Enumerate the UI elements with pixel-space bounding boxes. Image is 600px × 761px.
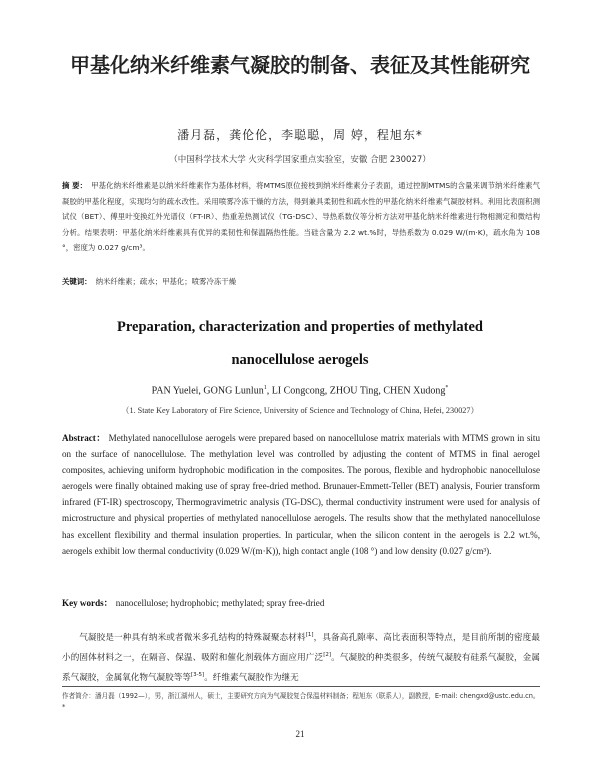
affiliation-cn: （中国科学技术大学 火灾科学国家重点实验室，安徽 合肥 230027） [169,155,431,165]
citation-ref-1[interactable]: [1] [305,632,314,638]
authors-en-affil-sup: 1 [263,385,267,391]
body-text-2: ，具备高孔隙率、高比表面积等特点，是目前所制的密度最小的固体材料之一，在隔音、保温、吸附和催化剂载体方面应用广泛 [62,632,540,663]
keywords-cn-label: 关键词： [62,277,92,286]
body-text-3: 。气凝胶的种类很多，传统气凝胶有硅系气凝胶，金属系气凝胶，金属氧化物气凝胶等等 [62,652,540,683]
citation-ref-3[interactable]: [3-5] [190,671,205,678]
citation-ref-2[interactable]: [2] [323,651,332,658]
authors-en [0,385,600,396]
abstract-cn [62,178,540,256]
abstract-cn-label: 摘 要： [62,181,88,190]
abstract-en-label: Abstract： [62,433,106,443]
body-text-1: 气凝胶是一种具有纳米或者微米多孔结构的特殊凝聚态材料 [79,632,306,643]
paper-title-cn: 甲基化纳米纤维素气凝胶的制备、表征及其性能研究 [70,53,530,77]
footnote-mark: * [62,703,66,711]
authors-en-names-a: PAN Yuelei, GONG Lunlun [151,385,264,397]
keywords-en [62,596,540,609]
corresponding-author-mark: * [445,385,449,391]
keywords-cn [62,276,540,287]
body-paragraph [62,627,540,687]
abstract-en-text: Methylated nanocellulose aerogels were prepared based on nanocellulose matrix materials with MTMS grown in situ on the surface of nanocellulose. The methylation level was controlled by adjusting the content of MTMS in final aerogel composites, achieving uniform hydrophobic modification in the composites. The porous, flexible and hydrophobic nanocellulose aerogels were finally obtained making use of spray free-dried method. Brunauer-Emmett-Teller (BET) analysis, Fourier transform infrared (FT-IR) spectroscopy, Thermogravimetric analysis (TG-DSC), thermal conductivity instrument were used for analysis of microstructure and physical properties of methylated nanocellulose aerogels. The results show that the methylated nanocellulose has excellent flexibility and thermal insulation properties. In particular, when the silicon content in the aerogels is 2.2 wt.%, aerogels exhibit low thermal conductivity (0.029 W/(m·K)), high contact angle (108 °) and low density (0.027 g/cm³). [62,433,540,556]
abstract-en [62,430,540,559]
keywords-en-text: nanocellulose; hydrophobic; methylated; spray free-dried [115,598,325,608]
paper-title-en: Preparation, characterization and properties of methylated nanocellulose aerogels [117,319,483,368]
keywords-en-label: Key words： [62,598,113,608]
footnote-text: 作者简介：潘月磊（1992—），男，浙江湖州人，硕士，主要研究方向为气凝胶复合保温材料制备；程旭东（联系人），副教授，E-mail: chengxd@ustc.edu.cn。 [62,692,540,700]
keywords-cn-text: 纳米纤维素；疏水；甲基化；喷雾冷冻干燥 [95,277,237,286]
footnote-divider [62,686,540,687]
body-text-4: 。纤维素气凝胶作为继无 [204,672,299,683]
author-footnote [62,691,540,713]
affiliation-en: （1. State Key Laboratory of Fire Science, University of Science and Technology of China, Hefei, 230027） [121,406,479,415]
abstract-cn-text: 甲基化纳米纤维素是以纳米纤维素作为基体材料，将MTMS原位接枝到纳米纤维素分子表面，通过控制MTMS的含量来调节纳米纤维素气凝胶的甲基化程度，实现均匀的疏水改性。采用喷雾冷冻干燥的方法，得到兼具柔韧性和疏水性的甲基化纳米纤维素气凝胶材料。利用比表面积测试仪（BET）、傅里叶变换红外光谱仪（FT-IR）、热重差热测试仪（TG-DSC）、导热系数仪等分析方法对甲基化纳米纤维素进行物相测定和微结构分析。结果表明：甲基化纳米纤维素具有优异的柔韧性和保温隔热性能。当硅含量为 2.2 wt.%时，导热系数为 0.029 W/(m·K)，疏水角为 108 °，密度为 0.027 g/cm³。 [62,181,540,253]
page-number: 21 [295,729,305,739]
authors-cn: 潘月磊，龚伦伦，李聪聪，周 婷，程旭东* [177,128,423,142]
authors-en-names-b: , LI Congcong, ZHOU Ting, CHEN Xudong [266,385,446,397]
